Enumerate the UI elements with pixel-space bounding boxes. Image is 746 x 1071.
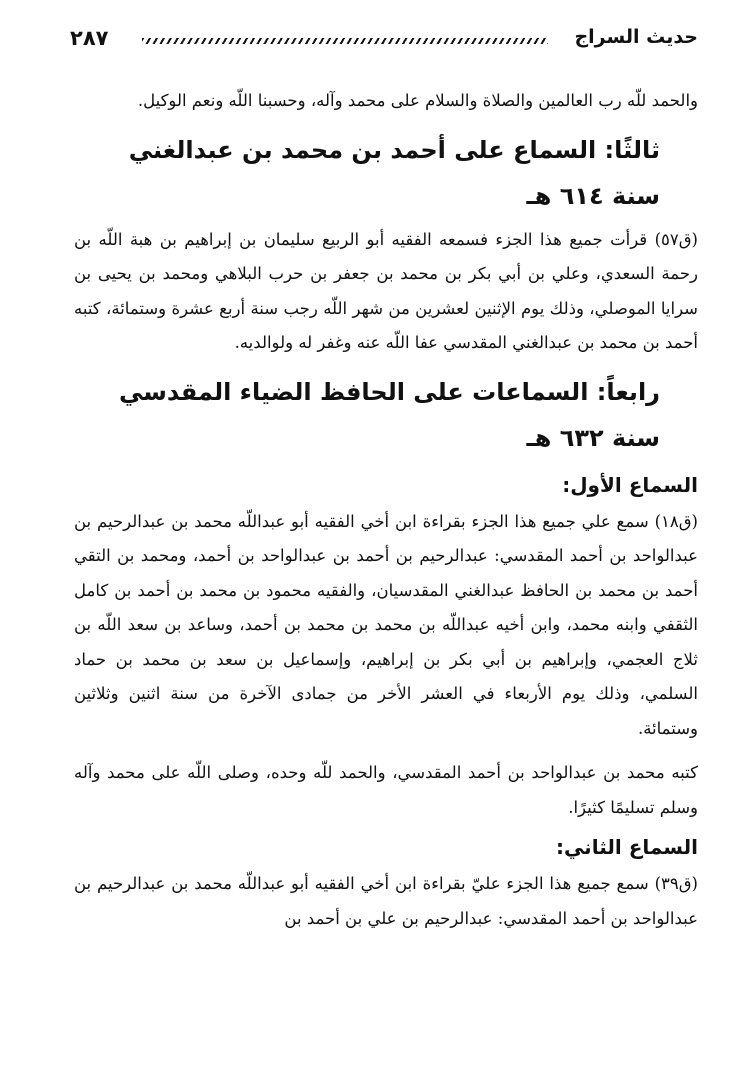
running-title: حديث السراج: [574, 26, 698, 48]
page-body: [74, 84, 698, 936]
second-hearing-paragraph: (ق٣٩) سمع جميع هذا الجزء عليّ بقراءة ابن أخي الفقيه أبو عبداللّه محمد بن عبدالرحيم بن عبدالواحد بن أحمد المقدسي: عبدالرحيم بن علي بن أحمد بن: [74, 874, 698, 928]
first-hearing-title: السماع الأول:: [562, 472, 698, 497]
second-hearing-title: السماع الثاني:: [555, 835, 698, 859]
section-heading-third: ثالثًا: السماع على أحمد بن محمد بن عبدالغني سنة ٦١٤ هـ: [128, 135, 660, 210]
intro-paragraph: والحمد للّه رب العالمين والصلاة والسلام على محمد وآله، وحسبنا اللّه ونعم الوكيل.: [137, 91, 698, 110]
first-hearing-closing: كتبه محمد بن عبدالواحد بن أحمد المقدسي، والحمد للّه وحده، وصلى اللّه على محمد وآله وسلم تسليمًا كثيرًا.: [74, 763, 698, 817]
page-header: [70, 26, 698, 62]
section-heading-fourth: رابعاً: السماعات على الحافظ الضياء المقدسي سنة ٦٣٢ هـ: [118, 377, 660, 452]
header-rule: [142, 38, 548, 44]
page-number: ٢٨٧: [70, 26, 109, 50]
first-hearing-paragraph: (ق١٨) سمع علي جميع هذا الجزء بقراءة ابن أخي الفقيه أبو عبداللّه محمد بن عبدالرحيم بن عبدالواحد بن أحمد المقدسي: عبدالرحيم بن أحمد بن عبدالواحد بن أحمد، ومحمد بن التقي أحمد بن محمد بن الحافظ عبدالغني المقدسيان، والفقيه محمود بن محمد بن أحمد بن كامل الثقفي وابنه محمد، وابن أخيه عبداللّه بن محمد بن محمد بن أحمد، وساعد بن سعد اللّه بن ثلاج العجمي، وإبراهيم بن أبي بكر بن إبراهيم، وإسماعيل بن سعد بن محمد بن حماد السلمي، وذلك يوم الأربعاء في العشر الأخر من جمادى الآخرة من سنة اثنين وثلاثين وستمائة.: [74, 511, 698, 738]
section-third-paragraph: (ق٥٧) قرأت جميع هذا الجزء فسمعه الفقيه أبو الربيع سليمان بن إبراهيم بن هبة اللّه بن رحمة السعدي، وعلي بن أبي بكر بن محمد بن جعفر بن حرب البلاهي ومحمد بن يحيى بن سرايا الموصلي، وذلك يوم الإثنين لعشرين من شهر اللّه رجب سنة أربع عشرة وستمائة، كتبه أحمد بن محمد بن عبدالغني المقدسي عفا اللّه عنه وغفر له ولوالديه.: [74, 229, 698, 352]
